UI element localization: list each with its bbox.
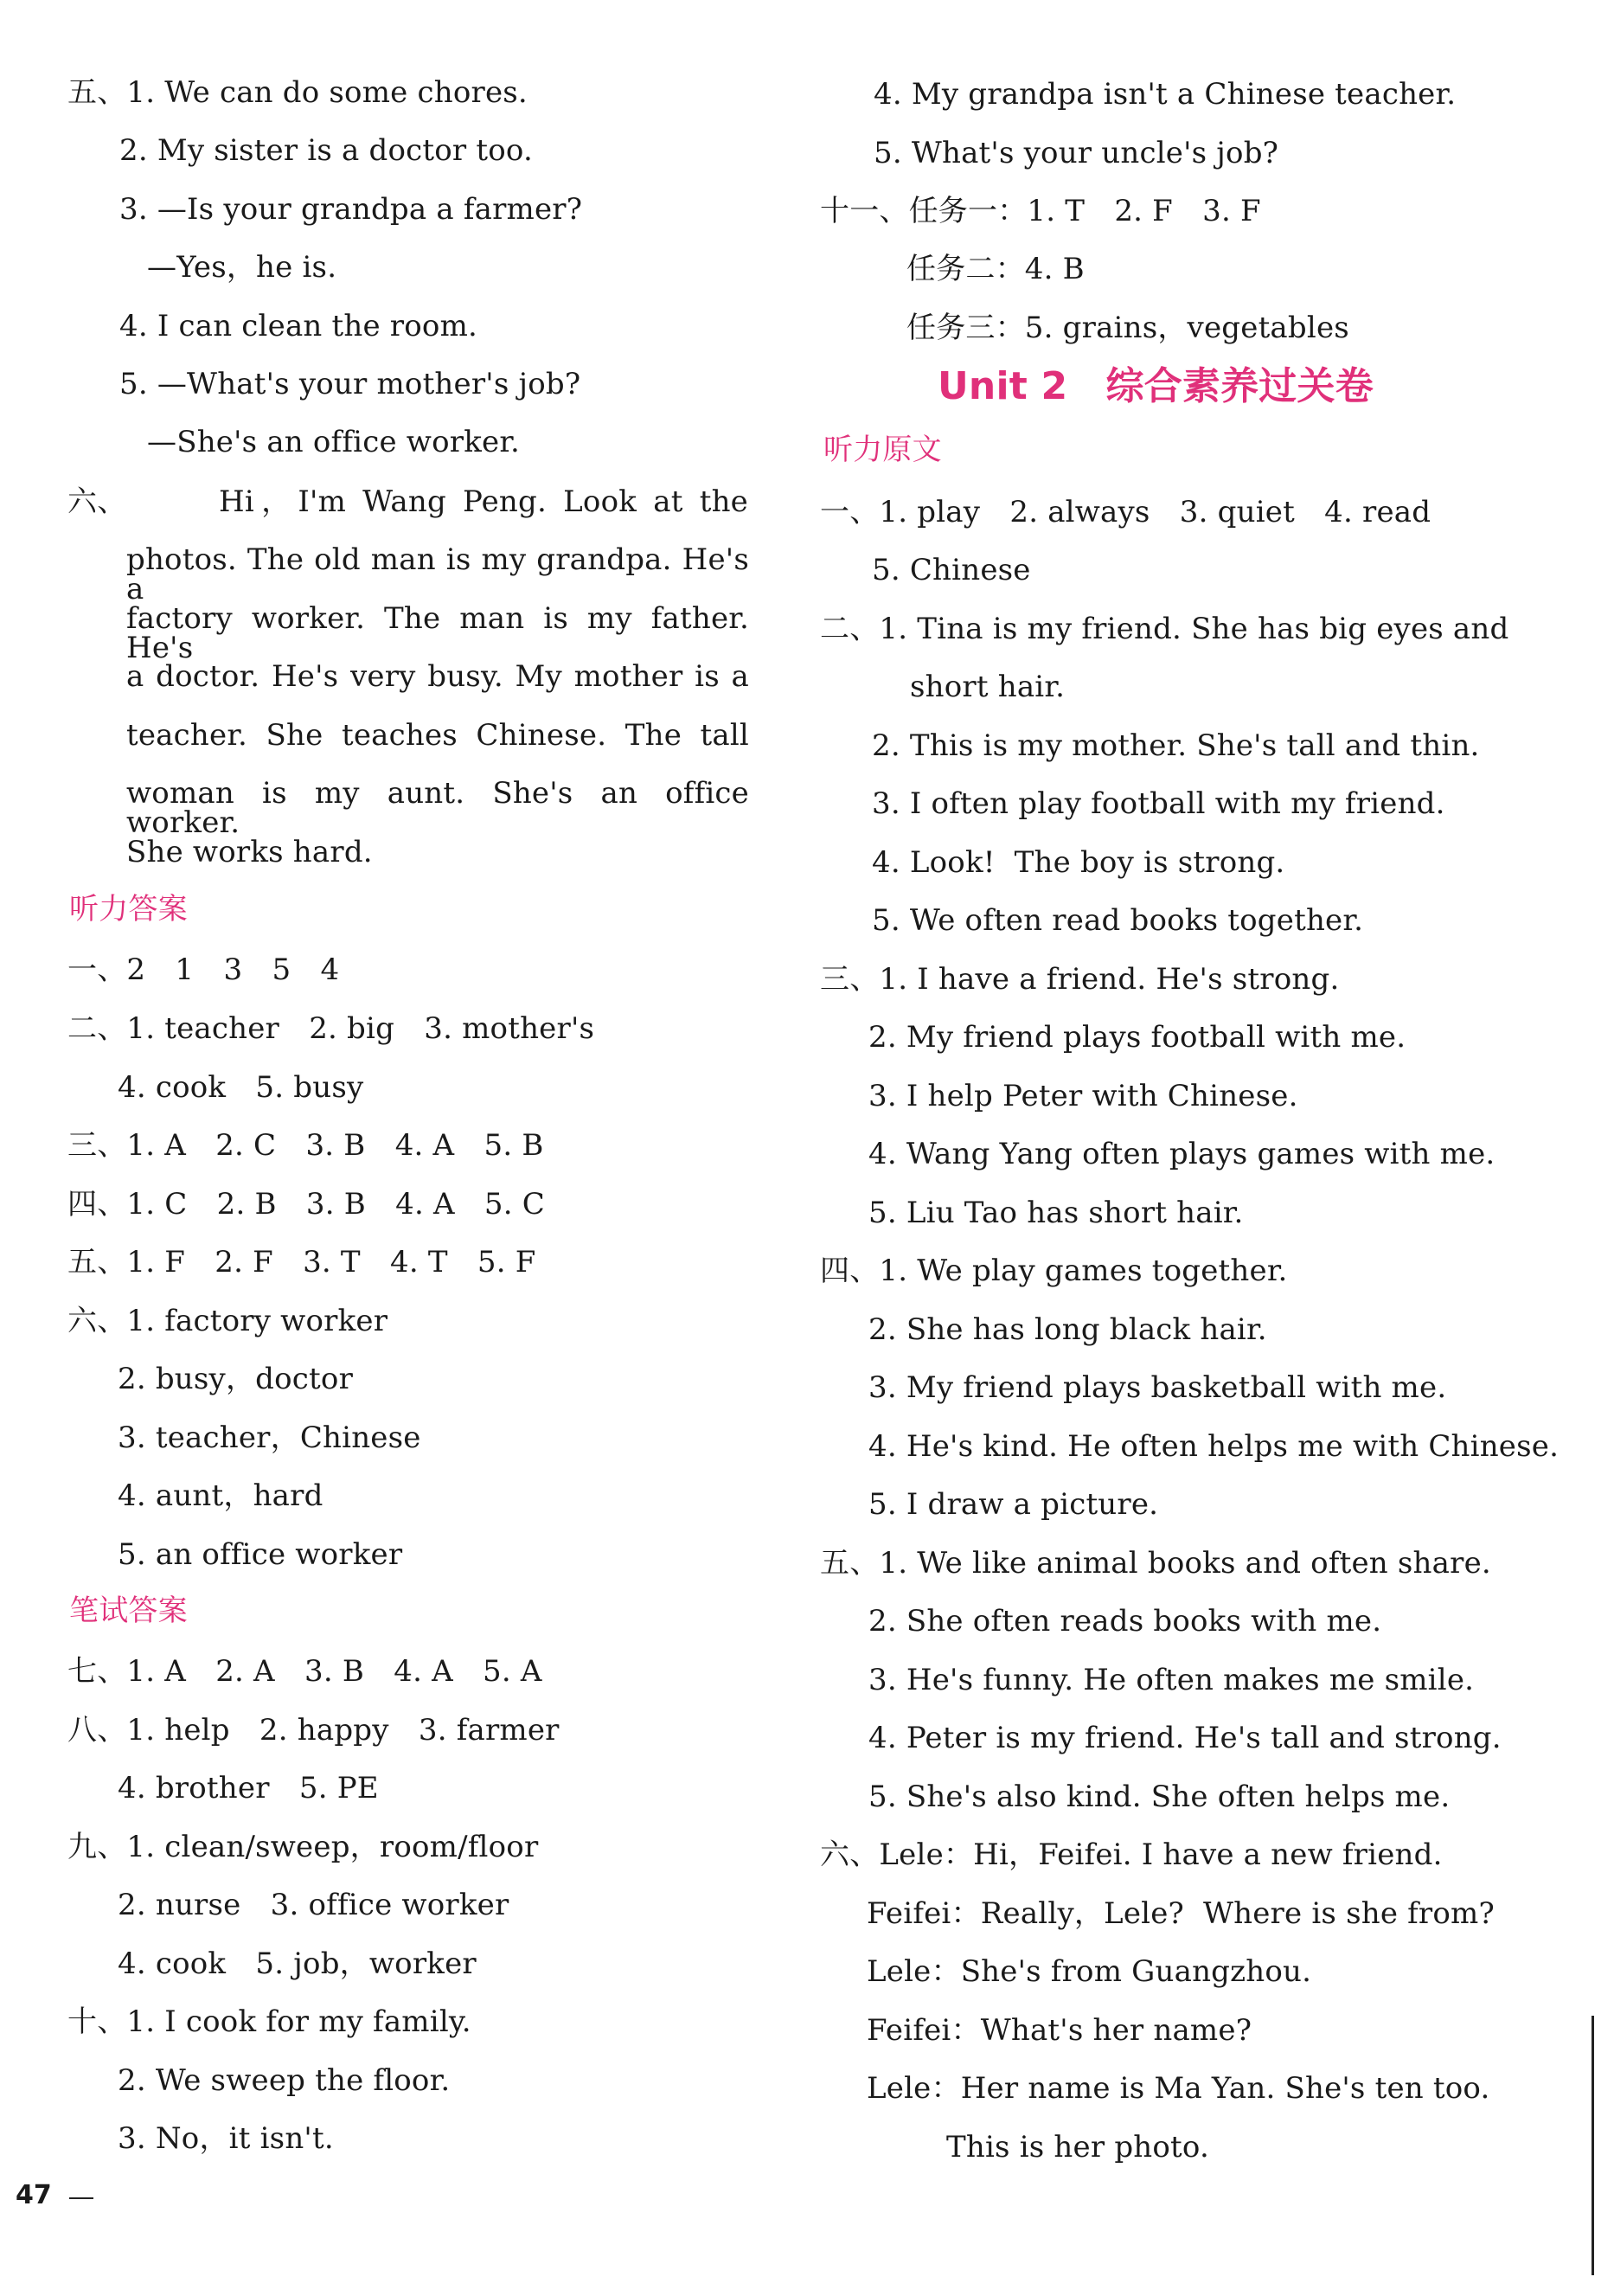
listening-answer-6-item-4: 4. aunt，hard [118, 1478, 323, 1513]
script-6-line-1: 六、Lele：Hi，Feifei. I have a new friend. [820, 1837, 1443, 1872]
section-11-task-1: 十一、任务一：1. T 2. F 3. F [820, 194, 1261, 228]
script-2-item-2: 2. This is my mother. She's tall and thin. [872, 728, 1480, 763]
script-5-item-4: 4. Peter is my friend. He's tall and strong. [868, 1721, 1502, 1755]
written-answer-10: 十、1. I cook for my family. [67, 2004, 471, 2039]
listening-answer-2-cont: 4. cook 5. busy [118, 1070, 364, 1105]
script-6-line-3: Lele：She's from Guangzhou. [867, 1954, 1312, 1989]
section-6-paragraph-line-4: a doctor. He's very busy. My mother is a [126, 659, 749, 694]
section-10-item-4: 4. My grandpa isn't a Chinese teacher. [874, 77, 1457, 112]
script-6-line-6: This is her photo. [946, 2130, 1209, 2165]
listening-answers-heading: 听力答案 [69, 892, 188, 927]
script-3-item-3: 3. I help Peter with Chinese. [868, 1079, 1298, 1113]
script-4-item-5: 5. I draw a picture. [868, 1487, 1159, 1522]
written-answer-10-item-3: 3. No，it isn't. [118, 2121, 334, 2156]
section-6-paragraph-line-7: She works hard. [126, 835, 373, 869]
section-6-paragraph-line-3: factory worker. The man is my father. He's [126, 601, 749, 665]
listening-script-heading: 听力原文 [823, 433, 942, 467]
written-answer-7: 七、1. A 2. A 3. B 4. A 5. A [67, 1654, 542, 1689]
section-5-item-3-answer: —Yes，he is. [147, 250, 337, 285]
script-3-item-2: 2. My friend plays football with me. [868, 1020, 1406, 1055]
section-6-paragraph-line-5: teacher. She teaches Chinese. The tall [126, 718, 749, 753]
written-answer-8: 八、1. help 2. happy 3. farmer [67, 1713, 560, 1748]
section-5-item-5-answer: —She's an office worker. [147, 425, 521, 459]
written-answer-9-cont-2: 4. cook 5. job，worker [118, 1946, 477, 1981]
script-5-item-5: 5. She's also kind. She often helps me. [868, 1780, 1451, 1814]
script-5-item-2: 2. She often reads books with me. [868, 1604, 1382, 1639]
page-edge-line [1592, 2016, 1594, 2275]
section-5-item-3: 3. —Is your grandpa a farmer? [119, 192, 583, 227]
script-3-item-1: 三、1. I have a friend. He's strong. [820, 962, 1340, 997]
listening-answer-6-item-5: 5. an office worker [118, 1537, 403, 1572]
script-6-line-5: Lele：Her name is Ma Yan. She's ten too. [867, 2071, 1490, 2106]
script-5-item-1: 五、1. We like animal books and often share. [820, 1546, 1491, 1581]
listening-answer-6-item-2: 2. busy，doctor [118, 1362, 354, 1396]
script-3-item-4: 4. Wang Yang often plays games with me. [868, 1137, 1496, 1171]
section-10-item-5: 5. What's your uncle's job? [874, 136, 1279, 170]
script-2-item-1-cont: short hair. [910, 670, 1066, 704]
section-5-item-5: 5. —What's your mother's job? [119, 367, 581, 401]
written-answer-9-cont-1: 2. nurse 3. office worker [118, 1888, 509, 1922]
script-2-item-3: 3. I often play football with my friend. [872, 786, 1445, 821]
written-answer-10-item-2: 2. We sweep the floor. [118, 2063, 451, 2098]
script-3-item-5: 5. Liu Tao has short hair. [868, 1196, 1244, 1230]
listening-answer-1: 一、2 1 3 5 4 [67, 952, 340, 987]
section-6-marker: 六、 [67, 484, 127, 519]
script-6-line-4: Feifei：What's her name? [867, 2013, 1252, 2048]
section-6-paragraph-line-6: woman is my aunt. She's an office worker. [126, 776, 749, 840]
page-number-dash [69, 2197, 93, 2199]
listening-answer-6-item-3: 3. teacher，Chinese [118, 1421, 421, 1455]
section-5-item-2: 2. My sister is a doctor too. [119, 133, 533, 168]
section-6-paragraph-line-2: photos. The old man is my grandpa. He's a [126, 542, 749, 606]
script-2-item-4: 4. Look! The boy is strong. [872, 845, 1285, 880]
section-11-task-3: 任务三：5. grains，vegetables [906, 311, 1349, 345]
section-6-paragraph-line-1: Hi，I'm Wang Peng. Look at the [219, 484, 748, 519]
section-5-item-4: 4. I can clean the room. [119, 309, 478, 343]
listening-answer-6: 六、1. factory worker [67, 1304, 388, 1338]
page-number: 47 [16, 2180, 52, 2210]
listening-answer-5: 五、1. F 2. F 3. T 4. T 5. F [67, 1245, 536, 1279]
listening-answer-4: 四、1. C 2. B 3. B 4. A 5. C [67, 1187, 545, 1222]
listening-answer-3: 三、1. A 2. C 3. B 4. A 5. B [67, 1128, 544, 1163]
unit-title: Unit 2 综合素养过关卷 [938, 364, 1374, 408]
script-4-item-3: 3. My friend plays basketball with me. [868, 1370, 1447, 1405]
script-5-item-3: 3. He's funny. He often makes me smile. [868, 1663, 1475, 1697]
script-4-item-1: 四、1. We play games together. [820, 1254, 1288, 1288]
listening-answer-2: 二、1. teacher 2. big 3. mother's [67, 1011, 595, 1046]
script-4-item-2: 2. She has long black hair. [868, 1312, 1267, 1347]
section-11-task-2: 任务二：4. B [906, 252, 1085, 286]
written-answers-heading: 笔试答案 [69, 1594, 188, 1628]
section-5-item-1: 五、1. We can do some chores. [67, 75, 528, 110]
written-answer-8-cont: 4. brother 5. PE [118, 1771, 379, 1805]
script-4-item-4: 4. He's kind. He often helps me with Chinese. [868, 1429, 1560, 1464]
script-2-item-1: 二、1. Tina is my friend. She has big eyes and [820, 612, 1509, 646]
written-answer-9: 九、1. clean/sweep，room/floor [67, 1830, 539, 1864]
script-2-item-5: 5. We often read books together. [872, 903, 1364, 938]
script-1-line-1: 一、1. play 2. always 3. quiet 4. read [820, 495, 1431, 529]
script-1-line-2: 5. Chinese [872, 553, 1031, 587]
script-6-line-2: Feifei：Really，Lele? Where is she from? [867, 1896, 1495, 1931]
